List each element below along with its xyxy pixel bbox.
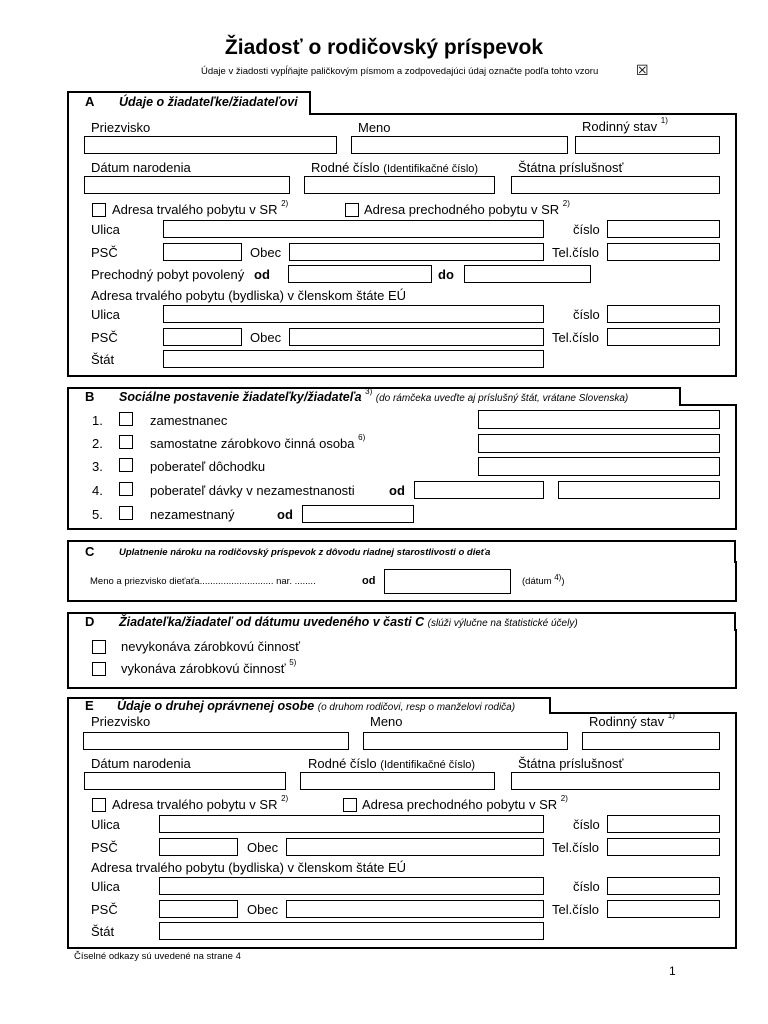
e-eu-phone-label: Tel.číslo [552, 902, 599, 917]
temporary-address-checkbox[interactable] [345, 203, 359, 217]
temp-stay-from-label: od [254, 267, 270, 282]
eu-town-label: Obec [250, 330, 282, 345]
birth-date-label: Dátum narodenia [91, 160, 191, 175]
b-unemployed-checkbox[interactable] [119, 506, 133, 520]
b-pensioner-state-input[interactable] [478, 457, 720, 476]
e-surname-label: Priezvisko [91, 714, 151, 729]
section-b-letter: B [85, 389, 95, 404]
section-a-tab [67, 91, 311, 115]
e-street-label: Ulica [91, 817, 120, 832]
page-number: 1 [669, 964, 676, 978]
temp-stay-to-input[interactable] [464, 265, 591, 283]
e-eu-town-input[interactable] [286, 900, 544, 918]
b-employee-label: zamestnanec [150, 413, 228, 428]
e-temporary-address-checkbox[interactable] [343, 798, 357, 812]
name-label: Meno [358, 120, 391, 135]
section-c-tab [67, 540, 736, 563]
b-item-5-num: 5. [92, 507, 103, 522]
b-unemployment-benefit-label: poberateľ dávky v nezamestnanosti [150, 483, 355, 498]
e-birth-number-input[interactable] [300, 772, 495, 790]
eu-number-label: číslo [573, 307, 600, 322]
section-e-letter: E [85, 698, 94, 713]
family-status-label: Rodinný stav $^{1)}$ [582, 116, 668, 134]
e-name-label: Meno [370, 714, 403, 729]
citizenship-input[interactable] [511, 176, 720, 194]
section-a-letter: A [85, 94, 95, 109]
eu-zip-input[interactable] [163, 328, 242, 346]
section-c-letter: C [85, 544, 95, 559]
birth-number-label: Rodné číslo (Identifikačné číslo) [311, 160, 479, 175]
section-e-title: Údaje o druhej oprávnenej osobe (o druhom rodičovi, resp o manželovi rodiča) [117, 699, 516, 713]
b-unemployment-benefit-from-label: od [389, 483, 405, 498]
section-d-letter: D [85, 614, 95, 629]
b-pensioner-checkbox[interactable] [119, 458, 133, 472]
e-street-input[interactable] [159, 815, 544, 833]
eu-street-label: Ulica [91, 307, 120, 322]
e-citizenship-input[interactable] [511, 772, 720, 790]
e-number-label: číslo [573, 817, 600, 832]
e-permanent-address-checkbox[interactable] [92, 798, 106, 812]
page-title: Žiadosť o rodičovský príspevok [224, 36, 544, 59]
temporary-address-label: Adresa prechodného pobytu v SR $^{2)}$ [364, 199, 570, 217]
b-self-employed-label: samostatne zárobkovo činná osoba $^{6)}$ [150, 433, 366, 451]
phone-input[interactable] [607, 243, 720, 261]
b-item-3-num: 3. [92, 459, 103, 474]
street-label: Ulica [91, 222, 120, 237]
d-working-checkbox[interactable] [92, 662, 106, 676]
b-unemployed-from-label: od [277, 507, 293, 522]
eu-town-input[interactable] [289, 328, 544, 346]
family-status-input[interactable] [575, 136, 720, 154]
surname-label: Priezvisko [91, 120, 151, 135]
e-eu-state-input[interactable] [159, 922, 544, 940]
checked-sample-icon: ☒ [636, 62, 649, 78]
d-not-working-checkbox[interactable] [92, 640, 106, 654]
e-eu-number-label: číslo [573, 879, 600, 894]
temp-stay-from-input[interactable] [288, 265, 432, 283]
e-eu-zip-input[interactable] [159, 900, 238, 918]
temp-stay-label: Prechodný pobyt povolený [91, 267, 245, 282]
e-surname-input[interactable] [83, 732, 349, 750]
phone-label: Tel.číslo [552, 245, 599, 260]
b-unemployed-from-input[interactable] [302, 505, 414, 523]
section-e-tab [67, 697, 551, 714]
e-eu-phone-input[interactable] [607, 900, 720, 918]
c-from-date-input[interactable] [384, 569, 511, 594]
e-eu-street-label: Ulica [91, 879, 120, 894]
permanent-address-checkbox[interactable] [92, 203, 106, 217]
e-name-input[interactable] [363, 732, 568, 750]
e-family-status-label: Rodinný stav $^{1)}$ [589, 711, 675, 729]
e-eu-number-input[interactable] [607, 877, 720, 895]
e-temporary-address-label: Adresa prechodného pobytu v SR $^{2)}$ [362, 794, 568, 812]
b-employee-checkbox[interactable] [119, 412, 133, 426]
e-number-input[interactable] [607, 815, 720, 833]
e-eu-address-label: Adresa trvalého pobytu (bydliska) v členskom štáte EÚ [91, 860, 407, 875]
eu-address-label: Adresa trvalého pobytu (bydliska) v členskom štáte EÚ [91, 288, 407, 303]
zip-label: PSČ [91, 245, 118, 260]
citizenship-label: Štátna príslušnosť [518, 160, 624, 175]
b-self-employed-checkbox[interactable] [119, 435, 133, 449]
e-eu-state-label: Štát [91, 924, 115, 939]
town-input[interactable] [289, 243, 544, 261]
d-working-label: vykonáva zárobkovú činnosť $^{5)}$ [121, 658, 297, 676]
b-item-4-num: 4. [92, 483, 103, 498]
e-birth-date-label: Dátum narodenia [91, 756, 191, 771]
b-pensioner-label: poberateľ dôchodku [150, 459, 266, 474]
b-employee-state-input[interactable] [478, 410, 720, 429]
e-citizenship-label: Štátna príslušnosť [518, 756, 624, 771]
b-unemployment-benefit-checkbox[interactable] [119, 482, 133, 496]
section-b-title: Sociálne postavenie žiadateľky/žiadateľa $^{3)}$ (do rámčeka uveďte aj príslušný štát, vrátane Slovenska) [119, 387, 629, 404]
e-zip-input[interactable] [159, 838, 238, 856]
b-unemployment-benefit-from-input[interactable] [414, 481, 544, 499]
temp-stay-to-label: do [438, 267, 454, 282]
b-item-2-num: 2. [92, 436, 103, 451]
b-item-1-num: 1. [92, 413, 103, 428]
e-eu-street-input[interactable] [159, 877, 544, 895]
section-d-tab [67, 612, 736, 631]
number-input[interactable] [607, 220, 720, 238]
number-label: číslo [573, 222, 600, 237]
section-b-tab [67, 387, 681, 406]
section-a-title: Údaje o žiadateľke/žiadateľovi [119, 95, 298, 109]
birth-number-input[interactable] [304, 176, 495, 194]
eu-zip-label: PSČ [91, 330, 118, 345]
e-family-status-input[interactable] [582, 732, 720, 750]
e-town-input[interactable] [286, 838, 544, 856]
e-town-label: Obec [247, 840, 279, 855]
eu-phone-input[interactable] [607, 328, 720, 346]
footer-note: Číselné odkazy sú uvedené na strane 4 [74, 951, 241, 962]
b-unemployment-benefit-state-input[interactable] [558, 481, 720, 499]
eu-number-input[interactable] [607, 305, 720, 323]
section-c-title: Uplatnenie nároku na rodičovský príspevok z dôvodu riadnej starostlivosti o dieťa [119, 547, 491, 558]
permanent-address-label: Adresa trvalého pobytu v SR $^{2)}$ [112, 199, 289, 217]
e-phone-label: Tel.číslo [552, 840, 599, 855]
c-child-label: Meno a priezvisko dieťaťa............................ nar. ........ [90, 576, 316, 587]
e-eu-zip-label: PSČ [91, 902, 118, 917]
e-birth-date-input[interactable] [84, 772, 286, 790]
e-permanent-address-label: Adresa trvalého pobytu v SR $^{2)}$ [112, 794, 289, 812]
surname-input[interactable] [84, 136, 337, 154]
eu-state-label: Štát [91, 352, 115, 367]
name-input[interactable] [351, 136, 568, 154]
eu-phone-label: Tel.číslo [552, 330, 599, 345]
section-d-title: Žiadateľka/žiadateľ od dátumu uvedeného v časti C (slúži výlučne na štatistické účely) [119, 615, 578, 629]
d-not-working-label: nevykonáva zárobkovú činnosť [121, 639, 301, 654]
c-from-label: od [362, 575, 376, 587]
eu-state-input[interactable] [163, 350, 544, 368]
b-unemployed-label: nezamestnaný [150, 507, 235, 522]
instruction-text: Údaje v žiadosti vypĺňajte paličkovým písmom a zodpovedajúci údaj označte podľa tohto vzoru [201, 66, 599, 77]
street-input[interactable] [163, 220, 544, 238]
b-self-employed-state-input[interactable] [478, 434, 720, 453]
zip-input[interactable] [163, 243, 242, 261]
e-birth-number-label: Rodné číslo (Identifikačné číslo) [308, 756, 476, 771]
birth-date-input[interactable] [84, 176, 290, 194]
town-label: Obec [250, 245, 282, 260]
e-phone-input[interactable] [607, 838, 720, 856]
eu-street-input[interactable] [163, 305, 544, 323]
e-eu-town-label: Obec [247, 902, 279, 917]
section-d [67, 629, 737, 689]
e-zip-label: PSČ [91, 840, 118, 855]
c-date-hint: (dátum $^{4)}$) [522, 573, 565, 587]
